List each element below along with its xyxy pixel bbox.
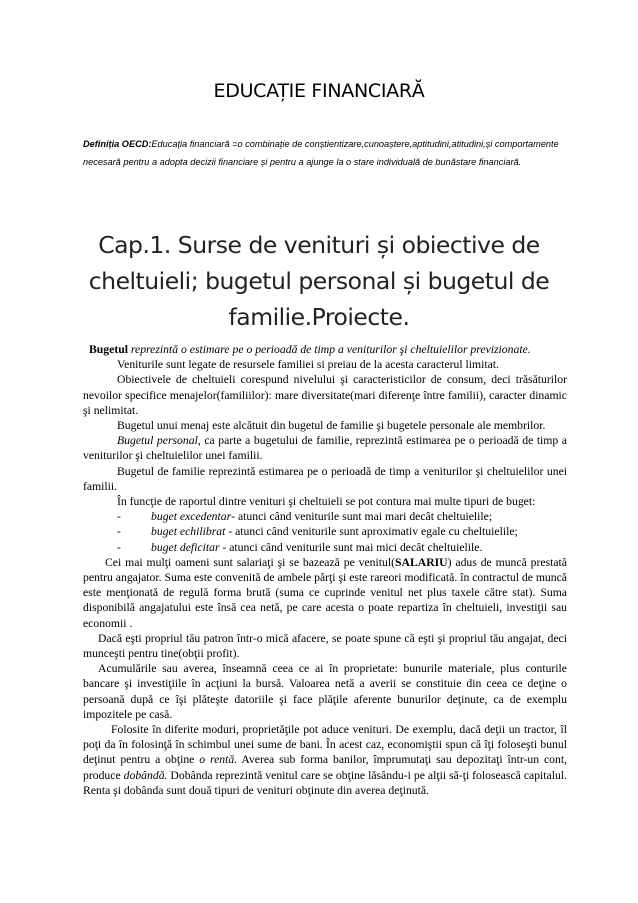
paragraph-budget-types-intro: În funcţie de raportul dintre venituri şi cheltuieli se pot contura mai multe tipuri de buget: (117, 495, 536, 509)
salary-text-b: ) adus de muncă prestată pentru angajator. Suma este convenită de ambele părţi şi este rareori modificată. în contractul de muncă este menţionată de regulă forma brută (suma ce cuprinde venitul net plus taxele către stat). Suma disponibilă angajatului este însă cea netă, pe care acesta o poate repartiza în cheltuieli, investiţii sau economii . (83, 555, 567, 630)
bullet-term: buget excedentar (151, 510, 232, 524)
paragraph-wealth: Acumulările sau averea, înseamnă ceea ce ai în proprietate: bunurile materiale, plus conturile bancare şi investiţiile în acţiuni la bursă. Valoarea netă a averii se constituie din ceea ce deţine o persoană după ce îşi plăteşte datoriile şi face plăţile aferente bunurilor deţinute, ca de exemplu impozitele pe casă. (83, 662, 567, 721)
bullet-term: buget deficitar (151, 540, 220, 554)
bullet-dash: - (117, 525, 121, 539)
property-text-c: Dobânda reprezintă venitul care se obţine lăsându-i pe alţii să-ţi folosească capitalul. Renta şi dobânda sunt două tipuri de venituri obţinute din averea deţinută. (83, 768, 567, 797)
bullet-item (83, 524, 567, 539)
paragraph-household-budget: Bugetul unui menaj este alcătuit din bugetul de familie şi bugetele personale ale membrilor. (117, 419, 546, 433)
property-text-a: Folosite în diferite moduri, proprietăţile pot aduce venituri. De exemplu, dacă deţii un tractor, îl poţi da în folosinţă în schimbul unei sume de bani. În acest caz, economiştii spun că îţi foloseşti bunul deţinut pentru a obţine (83, 723, 567, 767)
paragraph-property-income (83, 722, 567, 798)
term-renta: o rentă. (199, 753, 238, 767)
bullet-text: - atunci când veniturile sunt mai mici decât cheltuielile. (219, 540, 483, 554)
bullet-dash: - (117, 540, 121, 554)
definition-text: Educația financiară =o combinație de conștientizare,cunoaștere,aptitudini,atitudini,și comportamente necesară pentru a adopta decizii financiare și pentru a ajunge la o stare individuală de bunăstare financiară. (83, 139, 559, 167)
chapter-heading: Cap.1. Surse de venituri și obiective de cheltuieli; bugetul personal și bugetul de familie.Proiecte. (88, 231, 550, 331)
paragraph-personal-budget (83, 433, 567, 463)
term-personal-budget: Bugetul personal (117, 434, 198, 448)
bullet-text: - atunci când veniturile sunt mai mari decât cheltuielile; (231, 510, 493, 524)
personal-budget-text: , ca parte a bugetului de familie, reprezintă estimarea pe o perioadă de timp a veniturilor şi cheltuielilor unei familii. (83, 434, 567, 463)
paragraph-family-budget: Bugetul de familie reprezintă estimarea pe o perioadă de timp a veniturilor şi cheltuielilor unei familii. (83, 464, 567, 493)
definition-label: Definiția OECD: (83, 139, 152, 149)
bullet-item (83, 509, 567, 524)
definition-paragraph (83, 136, 567, 171)
budget-definition-text: reprezintă o estimare pe o perioadă de timp a veniturilor şi cheltuielilor previzionate. (127, 343, 531, 356)
property-text-b: Averea sub forma banilor, împrumutaţi sau depozitaţi într-un cont, produce (83, 753, 567, 782)
paragraph-salary (83, 555, 567, 631)
bullet-item (83, 540, 567, 555)
term-dobanda: dobândă. (123, 768, 168, 782)
paragraph-expense-objectives: Obiectivele de cheltuieli corespund nivelului şi caracteristicilor de consum, deci trăsăturilor nevoilor specifice menajelor(familiilor): mare diversitate(mari diferenţe între familii), caracter dinamic şi nelimitat. (83, 373, 567, 417)
paragraph-income: Veniturile sunt legate de resursele familiei si preiau de la acesta caracterul limitat. (117, 358, 499, 372)
term-bugetul: Bugetul (89, 343, 128, 356)
body-text (83, 342, 567, 798)
term-salariu: SALARIU (395, 555, 448, 569)
paragraph-budget-definition (83, 342, 567, 357)
document-title: EDUCAȚIE FINANCIARĂ (213, 80, 425, 102)
bullet-text: - atunci când veniturile sunt aproximativ egale cu cheltuielile; (225, 525, 518, 539)
paragraph-own-business: Dacă eşti propriul tău patron într-o mică afacere, se poate spune că eşti şi propriul tău angajat, deci munceşti pentru tine(obţii profit). (83, 631, 567, 661)
salary-text-a: Cei mai mulţi oameni sunt salariaţi şi se bazează pe venitul( (105, 555, 396, 569)
bullet-dash: - (117, 510, 121, 524)
bullet-term: buget echilibrat (151, 525, 226, 539)
